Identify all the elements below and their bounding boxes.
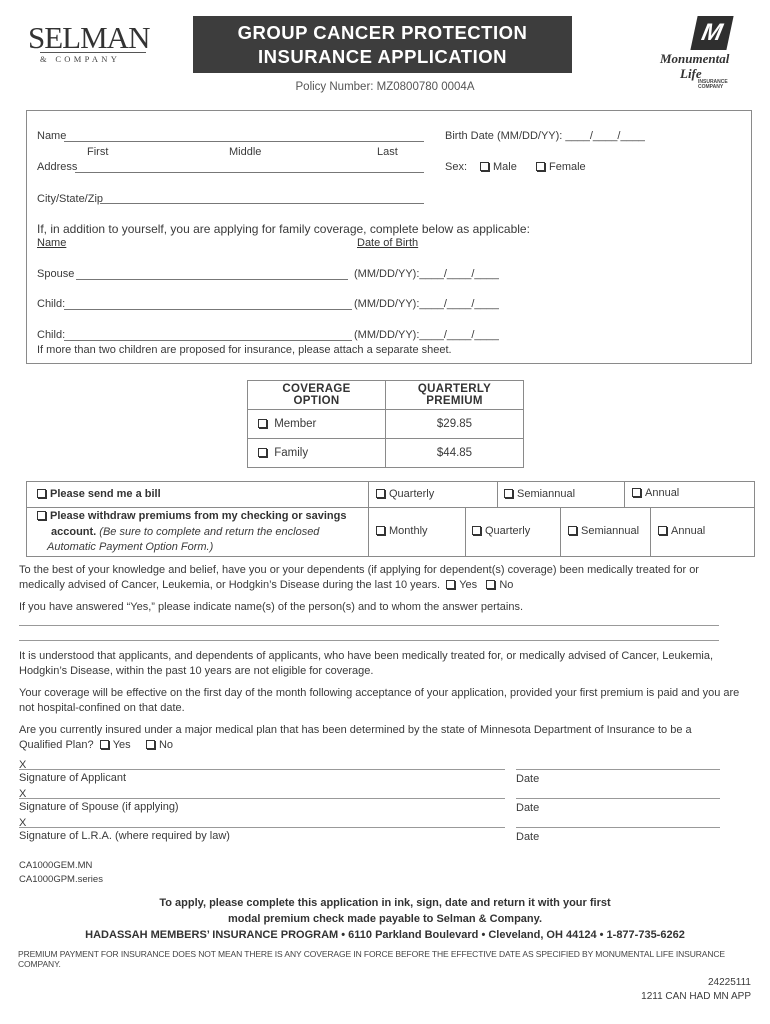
checkbox-icon (258, 448, 267, 457)
checkbox-icon (376, 489, 385, 498)
spouse-dob-field[interactable]: (MM/DD/YY):____/____/____ (354, 268, 499, 280)
q1-yes-label: Yes (459, 579, 478, 591)
checkbox-icon (658, 526, 667, 535)
checkbox-icon (486, 580, 495, 589)
city-state-zip-field[interactable] (100, 203, 424, 204)
withdraw-option[interactable] (37, 510, 347, 522)
form-title-line2: INSURANCE APPLICATION (258, 46, 507, 67)
billing-divider (26, 507, 755, 508)
premium-disclaimer: PREMIUM PAYMENT FOR INSURANCE DOES NOT MEAN THERE IS ANY COVERAGE IN FORCE BEFORE THE EFFECTIVE DATE AS SPECIFIED BY MONUMENTAL LIFE INSURANCE COMPANY. (18, 949, 726, 969)
health-question-line1: To the best of your knowledge and belief, have you or your dependents (if applying for dependent(s) coverage) been medically treated for or (19, 564, 699, 576)
form-code-1: CA1000GEM.MN (19, 860, 93, 871)
bill-annual-option[interactable] (632, 487, 679, 499)
coverage-row-family[interactable] (248, 439, 524, 468)
bill-quarterly-label: Quarterly (389, 488, 435, 500)
lra-signature-field[interactable] (19, 827, 505, 828)
qualified-plan-question (19, 723, 754, 753)
effective-line2: not hospital-confined on that date. (19, 702, 185, 714)
q1-yes-option[interactable] (446, 579, 477, 591)
name-label: Name (37, 130, 67, 142)
withdraw-semiannual-option[interactable] (568, 525, 639, 537)
effective-date-paragraph (19, 686, 749, 716)
selman-logo-text: SELMAN (28, 20, 150, 55)
sex-label: Sex: (445, 161, 468, 173)
life-name: Life (680, 66, 702, 81)
applicant-date-field[interactable] (516, 769, 720, 770)
child1-name-field[interactable] (64, 309, 352, 310)
middle-label: Middle (229, 146, 262, 158)
withdraw-account-label: account. (51, 526, 97, 538)
option-label: Member (274, 418, 317, 430)
bill-quarterly-option[interactable] (376, 488, 434, 500)
child2-label: Child: (37, 329, 66, 341)
eligibility-line1: It is understood that applicants, and dependents of applicants, who have been medically treated for, or medically advised of Cancer, Leukemia, (19, 650, 714, 662)
male-label: Male (493, 161, 517, 173)
health-question (19, 563, 749, 593)
return-instructions (0, 895, 770, 943)
coverage-option-member[interactable] (248, 410, 386, 439)
applicant-signature-field[interactable] (19, 769, 505, 770)
spouse-label: Spouse (37, 268, 75, 280)
option-label: Family (274, 447, 309, 459)
withdraw-quarterly-option[interactable] (472, 525, 530, 537)
document-code: 1211 CAN HAD MN APP (641, 991, 751, 1002)
child1-label: Child: (37, 298, 66, 310)
send-bill-label: Please send me a bill (50, 488, 161, 500)
checkbox-icon (446, 580, 455, 589)
monumental-life-logo (660, 16, 750, 90)
checkbox-icon (376, 526, 385, 535)
child1-dob-field[interactable]: (MM/DD/YY):____/____/____ (354, 298, 499, 310)
eligibility-line2: Hodgkin’s Disease, within the past 10 years are not eligible for coverage. (19, 665, 374, 677)
instructions-line3: HADASSAH MEMBERS’ INSURANCE PROGRAM • 6110 Parkland Boulevard • Cleveland, OH 44124 • 1-877-735-6262 (85, 929, 685, 941)
checkbox-icon (258, 419, 267, 428)
q1-no-label: No (499, 579, 514, 591)
billing-divider (465, 507, 466, 557)
male-option[interactable] (480, 161, 517, 173)
checkbox-icon (472, 526, 481, 535)
form-title (193, 16, 572, 73)
q2-no-option[interactable] (146, 739, 173, 751)
birth-date-field[interactable]: Birth Date (MM/DD/YY): ____/____/____ (445, 130, 645, 142)
health-question-line2-wrap (19, 578, 749, 593)
female-label: Female (549, 161, 586, 173)
applicant-date-label: Date (516, 773, 540, 785)
checkbox-icon (100, 740, 109, 749)
last-label: Last (377, 146, 398, 158)
withdraw-semiannual-label: Semiannual (581, 525, 640, 537)
withdraw-label: Please withdraw premiums from my checking or savings (50, 510, 347, 522)
q2-no-label: No (158, 739, 174, 751)
selman-logo (28, 20, 150, 64)
spouse-signature-field[interactable] (19, 798, 505, 799)
bill-semiannual-option[interactable] (504, 488, 575, 500)
qualified-line1: Are you currently insured under a major medical plan that has been determined by the state of Minnesota Department of Insurance to be a (19, 724, 692, 736)
spouse-name-field[interactable] (76, 279, 348, 280)
premium-member: $29.85 (386, 410, 524, 439)
withdraw-monthly-label: Monthly (389, 525, 428, 537)
family-intro: If, in addition to yourself, you are applying for family coverage, complete below as applicable: (37, 222, 530, 236)
effective-line1: Your coverage will be effective on the first day of the month following acceptance of your application, provided your first premium is paid and you are (19, 687, 740, 699)
premium-family: $44.85 (386, 439, 524, 468)
spouse-signature-label: Signature of Spouse (if applying) (19, 801, 179, 813)
checkbox-icon (37, 511, 46, 520)
monumental-life-subtext: INSURANCE COMPANY (698, 79, 728, 90)
withdraw-quarterly-label: Quarterly (485, 525, 531, 537)
billing-divider (624, 481, 625, 507)
policy-number: Policy Number: MZ0800780 0004A (295, 81, 475, 93)
coverage-table (247, 380, 524, 468)
bill-semiannual-label: Semiannual (517, 488, 576, 500)
qualified-line2: Qualified Plan? (19, 739, 94, 751)
child2-dob-field[interactable]: (MM/DD/YY):____/____/____ (354, 329, 499, 341)
name-column-header: Name (37, 237, 67, 249)
billing-divider (497, 481, 498, 507)
name-field[interactable] (64, 141, 424, 142)
coverage-header-row (248, 381, 524, 410)
children-note: If more than two children are proposed for insurance, please attach a separate sheet. (37, 344, 452, 356)
checkbox-icon (37, 489, 46, 498)
yes-followup-text: If you have answered “Yes,” please indicate name(s) of the person(s) and to whom the answer pertains. (19, 601, 524, 613)
address-label: Address (37, 161, 78, 173)
instructions-line2: modal premium check made payable to Selman & Company. (228, 913, 542, 925)
checkbox-icon (536, 162, 545, 171)
lra-date-label: Date (516, 831, 540, 843)
applicant-x: X (19, 759, 27, 771)
q2-yes-option[interactable] (100, 739, 131, 751)
billing-divider (560, 507, 561, 557)
lra-date-field[interactable] (516, 827, 720, 828)
followup-answer-line[interactable] (19, 640, 719, 641)
selman-logo-subtext: & COMPANY (40, 52, 146, 64)
instructions-line1: To apply, please complete this application in ink, sign, date and return it with your first (159, 897, 611, 909)
lra-x: X (19, 817, 27, 829)
monumental-life-mark: M (690, 16, 733, 50)
bill-annual-label: Annual (645, 487, 680, 499)
coverage-option-family[interactable] (248, 439, 386, 468)
address-field[interactable] (75, 172, 424, 173)
coverage-row-member[interactable] (248, 410, 524, 439)
document-number: 24225111 (707, 977, 751, 988)
spouse-date-field[interactable] (516, 798, 720, 799)
form-title-line1: GROUP CANCER PROTECTION (237, 22, 528, 43)
form-code-2: CA1000GPM.series (19, 874, 103, 885)
applicant-signature-label: Signature of Applicant (19, 772, 127, 784)
spouse-date-label: Date (516, 802, 540, 814)
female-option[interactable] (536, 161, 586, 173)
first-label: First (87, 146, 109, 158)
withdraw-annual-option[interactable] (658, 525, 705, 537)
qualified-line2-wrap (19, 738, 754, 753)
checkbox-icon (504, 489, 513, 498)
dob-column-header: Date of Birth (357, 237, 419, 249)
q2-yes-label: Yes (112, 739, 131, 751)
send-bill-option[interactable] (37, 488, 161, 500)
lra-signature-label: Signature of L.R.A. (where required by law) (19, 830, 230, 842)
quarterly-premium-header: QUARTERLY PREMIUM (386, 381, 524, 410)
checkbox-icon (568, 526, 577, 535)
city-state-zip-label: City/State/Zip (37, 193, 104, 205)
health-question-line2: medically advised of Cancer, Leukemia, or Hodgkin’s Disease during the last 10 years. (19, 579, 441, 591)
withdraw-annual-label: Annual (671, 525, 706, 537)
eligibility-paragraph (19, 649, 749, 679)
q1-no-option[interactable] (486, 579, 513, 591)
coverage-option-header: COVERAGE OPTION (248, 381, 386, 410)
checkbox-icon (480, 162, 489, 171)
billing-divider (368, 481, 369, 557)
withdraw-monthly-option[interactable] (376, 525, 428, 537)
checkbox-icon (146, 740, 155, 749)
withdraw-note-cont: Automatic Payment Option Form.) (47, 541, 214, 553)
withdraw-note: (Be sure to complete and return the enclosed (99, 526, 320, 538)
child2-name-field[interactable] (64, 340, 352, 341)
followup-answer-line[interactable] (19, 625, 719, 626)
monumental-name: Monumental (660, 51, 730, 66)
checkbox-icon (632, 488, 641, 497)
billing-divider (650, 507, 651, 557)
spouse-x: X (19, 788, 27, 800)
